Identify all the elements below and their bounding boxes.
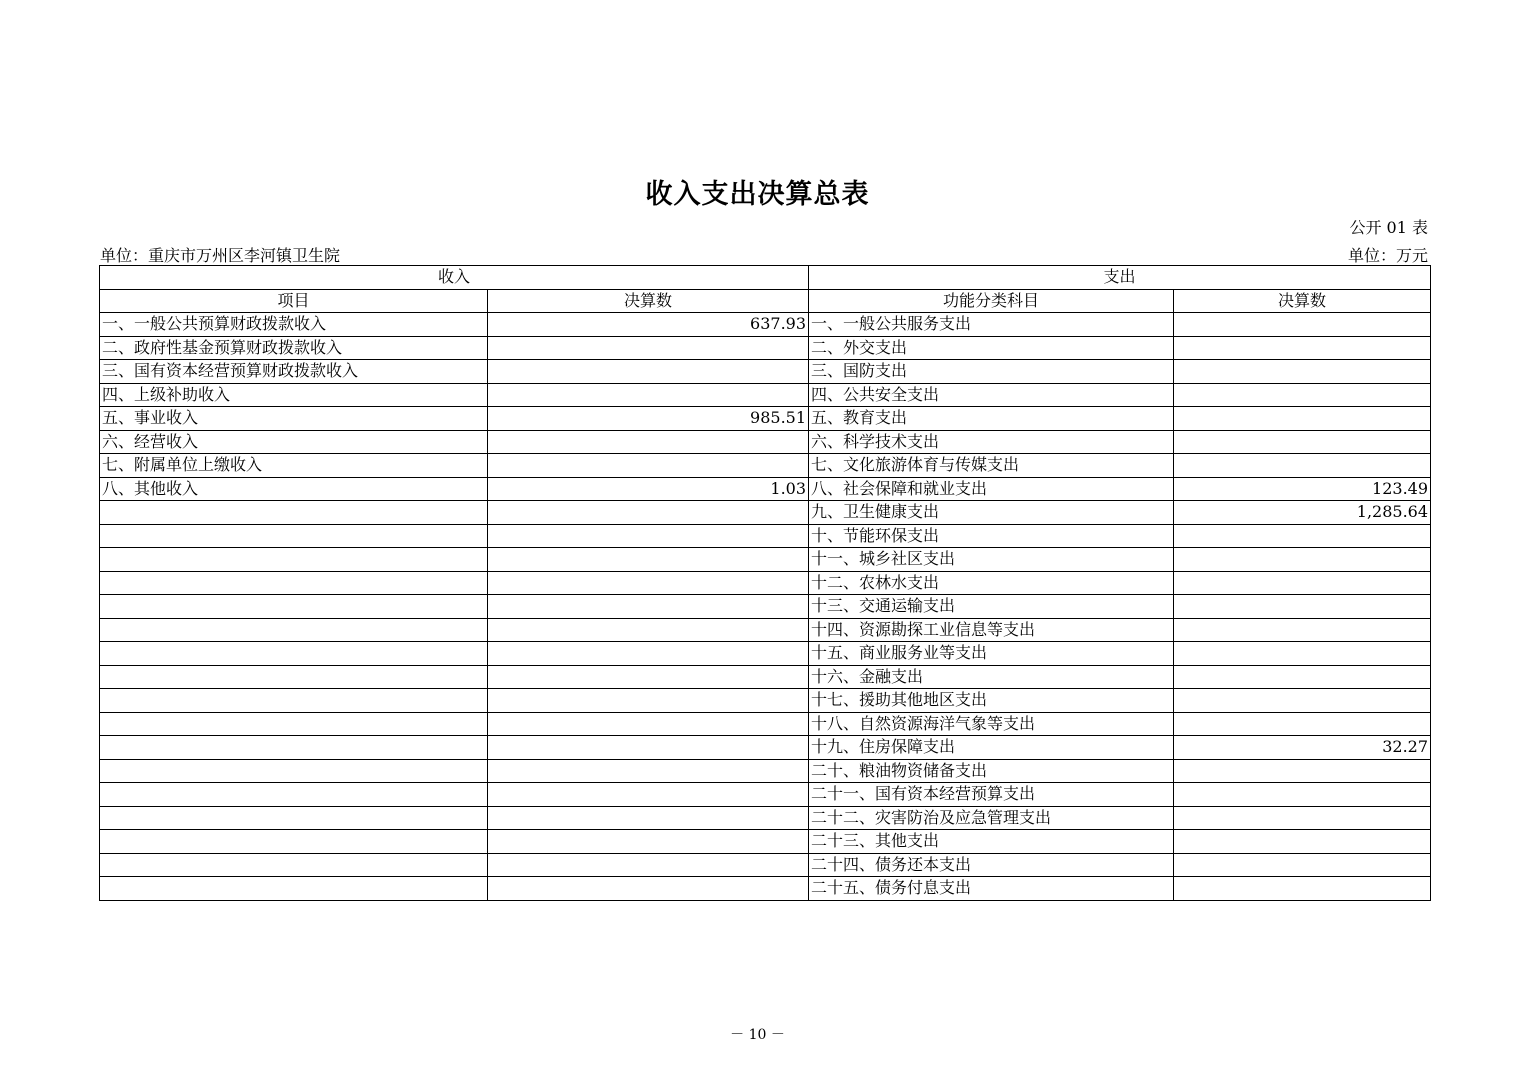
income-amount-cell: [488, 712, 809, 736]
expense-amount-cell: [1174, 454, 1431, 478]
income-amount-cell: [488, 548, 809, 572]
income-amount-cell: [488, 736, 809, 760]
income-item-cell: 三、国有资本经营预算财政拨款收入: [100, 360, 488, 384]
income-item-cell: [100, 806, 488, 830]
income-amount-cell: [488, 430, 809, 454]
income-amount-cell: 637.93: [488, 313, 809, 337]
expense-item-cell: 十四、资源勘探工业信息等支出: [809, 618, 1174, 642]
expense-amount-cell: [1174, 383, 1431, 407]
column-header-row: [100, 289, 1431, 313]
income-item-cell: 七、附属单位上缴收入: [100, 454, 488, 478]
expense-amount-cell: [1174, 642, 1431, 666]
expense-amount-cell: [1174, 571, 1431, 595]
expense-item-cell: 二十一、国有资本经营预算支出: [809, 783, 1174, 807]
income-item-cell: [100, 830, 488, 854]
group-header-row: [100, 266, 1431, 290]
expense-amount-cell: [1174, 853, 1431, 877]
income-amount-cell: 1.03: [488, 477, 809, 501]
income-item-cell: [100, 712, 488, 736]
table-row: [100, 853, 1431, 877]
table-row: [100, 783, 1431, 807]
income-item-cell: [100, 759, 488, 783]
expense-item-cell: 二、外交支出: [809, 336, 1174, 360]
income-amount-cell: [488, 360, 809, 384]
expense-amount-cell: [1174, 783, 1431, 807]
expense-amount-cell: 32.27: [1174, 736, 1431, 760]
income-item-cell: 五、事业收入: [100, 407, 488, 431]
expense-item-cell: 二十五、债务付息支出: [809, 877, 1174, 901]
reporting-unit: 单位：重庆市万州区李河镇卫生院: [100, 246, 341, 265]
income-item-cell: [100, 689, 488, 713]
income-amount-cell: [488, 336, 809, 360]
table-row: [100, 383, 1431, 407]
income-item-cell: [100, 853, 488, 877]
income-header: 收入: [100, 266, 809, 290]
expense-amount-cell: [1174, 360, 1431, 384]
income-item-cell: 八、其他收入: [100, 477, 488, 501]
form-number: 公开 01 表: [1349, 218, 1428, 237]
table-row: [100, 477, 1431, 501]
table-row: [100, 877, 1431, 901]
table-row: [100, 642, 1431, 666]
expense-header: 支出: [809, 266, 1431, 290]
expense-item-cell: 九、卫生健康支出: [809, 501, 1174, 525]
budget-table: [99, 265, 1431, 901]
expense-item-cell: 十六、金融支出: [809, 665, 1174, 689]
expense-item-cell: 十九、住房保障支出: [809, 736, 1174, 760]
income-item-cell: [100, 548, 488, 572]
income-item-cell: 四、上级补助收入: [100, 383, 488, 407]
income-amount-cell: [488, 830, 809, 854]
table-row: [100, 595, 1431, 619]
expense-amount-cell: [1174, 595, 1431, 619]
income-item-cell: [100, 524, 488, 548]
income-amount-cell: [488, 454, 809, 478]
income-amount-cell: 985.51: [488, 407, 809, 431]
income-amount-cell: [488, 806, 809, 830]
expense-amount-cell: [1174, 524, 1431, 548]
income-item-cell: [100, 877, 488, 901]
expense-item-cell: 二十二、灾害防治及应急管理支出: [809, 806, 1174, 830]
expense-item-cell: 十三、交通运输支出: [809, 595, 1174, 619]
expense-item-header: 功能分类科目: [809, 289, 1174, 313]
income-amount-cell: [488, 642, 809, 666]
income-amount-cell: [488, 524, 809, 548]
income-item-cell: [100, 618, 488, 642]
expense-item-cell: 十七、援助其他地区支出: [809, 689, 1174, 713]
income-amount-cell: [488, 595, 809, 619]
table-row: [100, 407, 1431, 431]
expense-amount-header: 决算数: [1174, 289, 1431, 313]
expense-amount-cell: [1174, 712, 1431, 736]
table-row: [100, 501, 1431, 525]
expense-item-cell: 十八、自然资源海洋气象等支出: [809, 712, 1174, 736]
income-amount-cell: [488, 665, 809, 689]
table-row: [100, 524, 1431, 548]
currency-unit: 单位：万元: [1347, 246, 1428, 265]
income-amount-cell: [488, 383, 809, 407]
expense-item-cell: 一、一般公共服务支出: [809, 313, 1174, 337]
table-row: [100, 712, 1431, 736]
income-item-cell: [100, 571, 488, 595]
expense-amount-cell: [1174, 336, 1431, 360]
income-item-cell: [100, 642, 488, 666]
income-item-cell: [100, 665, 488, 689]
expense-item-cell: 二十四、债务还本支出: [809, 853, 1174, 877]
income-amount-cell: [488, 618, 809, 642]
table-row: [100, 806, 1431, 830]
table-row: [100, 665, 1431, 689]
expense-amount-cell: 123.49: [1174, 477, 1431, 501]
expense-amount-cell: [1174, 407, 1431, 431]
expense-item-cell: 六、科学技术支出: [809, 430, 1174, 454]
expense-amount-cell: [1174, 430, 1431, 454]
table-row: [100, 430, 1431, 454]
table-row: [100, 454, 1431, 478]
expense-item-cell: 四、公共安全支出: [809, 383, 1174, 407]
income-item-cell: [100, 501, 488, 525]
table-row: [100, 759, 1431, 783]
income-item-cell: [100, 595, 488, 619]
expense-amount-cell: [1174, 313, 1431, 337]
expense-amount-cell: [1174, 759, 1431, 783]
expense-amount-cell: [1174, 689, 1431, 713]
table-row: [100, 360, 1431, 384]
expense-amount-cell: 1,285.64: [1174, 501, 1431, 525]
table-row: [100, 548, 1431, 572]
income-item-cell: [100, 736, 488, 760]
income-amount-cell: [488, 689, 809, 713]
income-item-header: 项目: [100, 289, 488, 313]
table-row: [100, 736, 1431, 760]
expense-amount-cell: [1174, 665, 1431, 689]
expense-amount-cell: [1174, 877, 1431, 901]
income-item-cell: 一、一般公共预算财政拨款收入: [100, 313, 488, 337]
expense-amount-cell: [1174, 618, 1431, 642]
expense-amount-cell: [1174, 830, 1431, 854]
table-row: [100, 689, 1431, 713]
expense-amount-cell: [1174, 806, 1431, 830]
expense-item-cell: 二十、粮油物资储备支出: [809, 759, 1174, 783]
income-amount-cell: [488, 759, 809, 783]
expense-item-cell: 八、社会保障和就业支出: [809, 477, 1174, 501]
income-item-cell: 二、政府性基金预算财政拨款收入: [100, 336, 488, 360]
income-amount-cell: [488, 501, 809, 525]
expense-item-cell: 三、国防支出: [809, 360, 1174, 384]
income-amount-cell: [488, 783, 809, 807]
income-amount-cell: [488, 853, 809, 877]
table-row: [100, 571, 1431, 595]
income-item-cell: [100, 783, 488, 807]
income-item-cell: 六、经营收入: [100, 430, 488, 454]
expense-item-cell: 十五、商业服务业等支出: [809, 642, 1174, 666]
expense-item-cell: 五、教育支出: [809, 407, 1174, 431]
table-row: [100, 618, 1431, 642]
expense-item-cell: 十、节能环保支出: [809, 524, 1174, 548]
income-amount-cell: [488, 877, 809, 901]
income-amount-header: 决算数: [488, 289, 809, 313]
page-title: 收入支出决算总表: [645, 179, 870, 210]
page-number: － 10 －: [730, 1027, 785, 1043]
expense-item-cell: 七、文化旅游体育与传媒支出: [809, 454, 1174, 478]
expense-item-cell: 十二、农林水支出: [809, 571, 1174, 595]
expense-item-cell: 十一、城乡社区支出: [809, 548, 1174, 572]
table-row: [100, 336, 1431, 360]
expense-item-cell: 二十三、其他支出: [809, 830, 1174, 854]
income-amount-cell: [488, 571, 809, 595]
table-row: [100, 830, 1431, 854]
table-body: [100, 313, 1431, 901]
table-row: [100, 313, 1431, 337]
expense-amount-cell: [1174, 548, 1431, 572]
